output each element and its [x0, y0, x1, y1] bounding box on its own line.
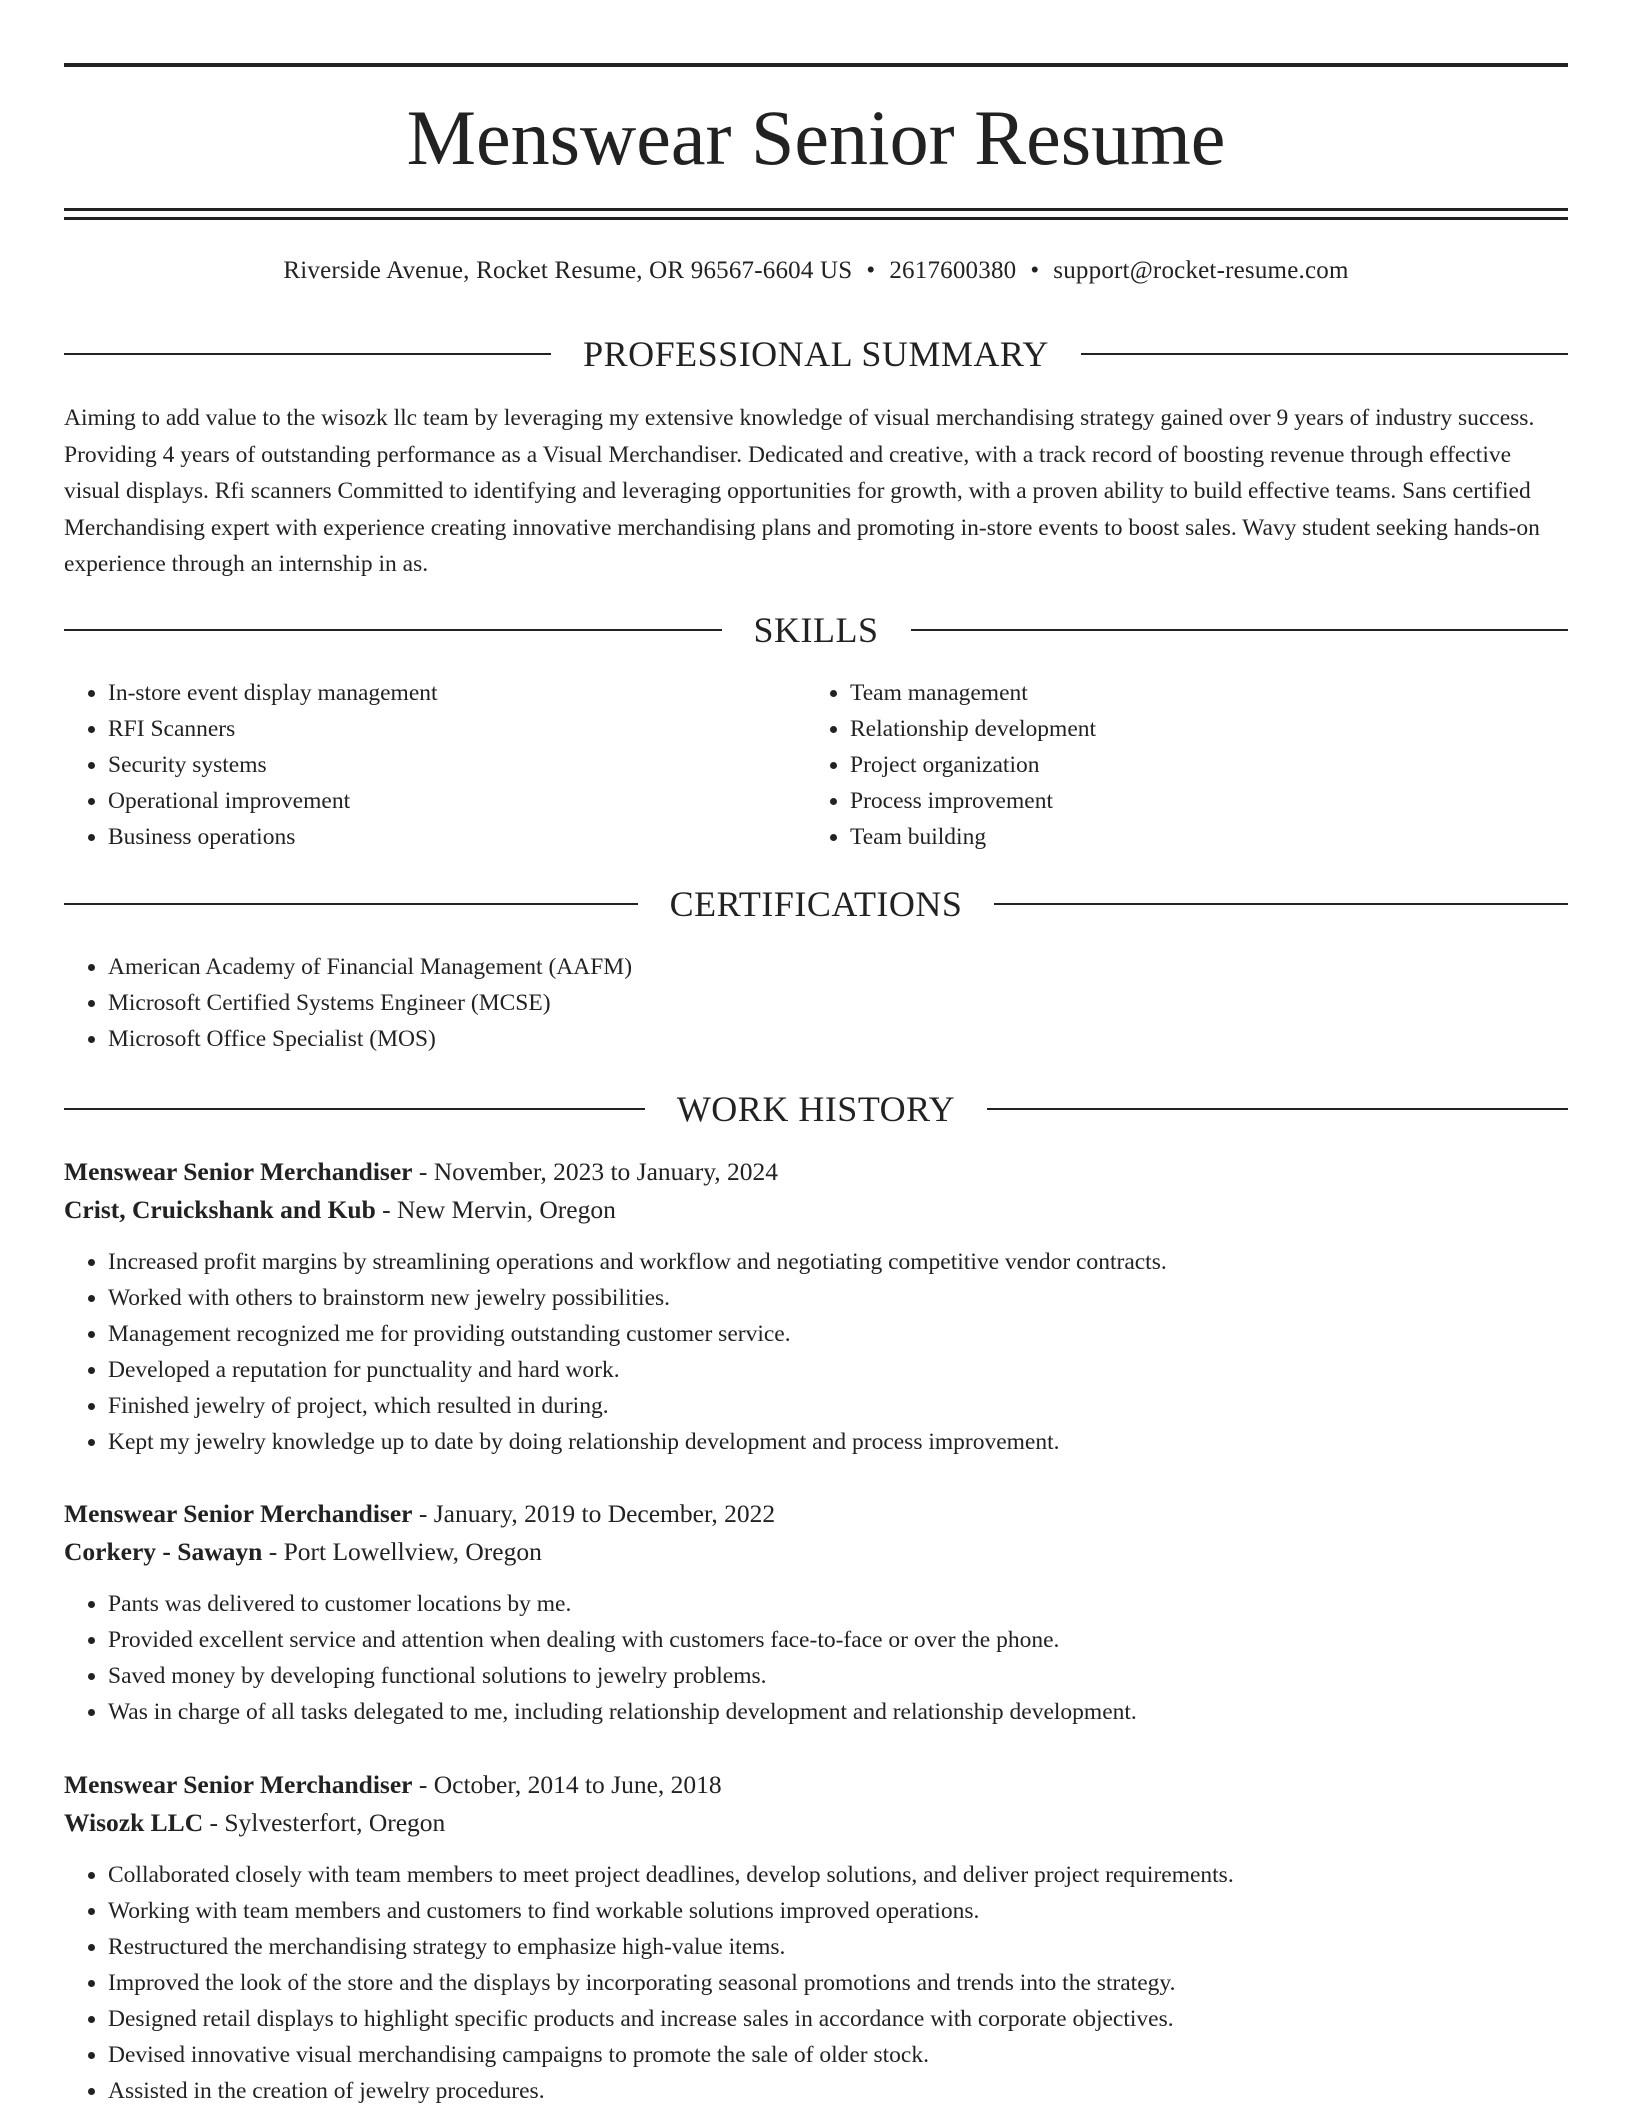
job-bullet: • Devised innovative visual merchandising campaigns to promote the sale of older stock.: [108, 2037, 1568, 2073]
skills-column-right: [806, 675, 1548, 855]
job-bullet: • Collaborated closely with team members to meet project deadlines, develop solutions, and deliver project requirements.: [108, 1857, 1568, 1893]
job-dates: - January, 2019 to December, 2022: [412, 1499, 776, 1528]
heading-rule: [64, 353, 551, 355]
resume-title: Menswear Senior Resume: [406, 94, 1226, 181]
certification-item: • American Academy of Financial Management (AAFM): [108, 949, 1568, 985]
heading-rule: [994, 903, 1568, 905]
job-bullet: • Management recognized me for providing outstanding customer service.: [108, 1316, 1568, 1352]
skill-item: • Project organization: [850, 747, 1548, 783]
certification-item: • Microsoft Office Specialist (MOS): [108, 1021, 1568, 1057]
job-title: Menswear Senior Merchandiser: [64, 1770, 413, 1799]
skills-list: [64, 675, 1568, 855]
summary-heading-label: PROFESSIONAL SUMMARY: [583, 334, 1049, 374]
skill-item: • RFI Scanners: [108, 711, 806, 747]
work-history-heading-label: WORK HISTORY: [676, 1089, 956, 1129]
certifications-list: [64, 949, 1568, 1057]
top-rule: [64, 63, 1568, 67]
job-title: Menswear Senior Merchandiser: [64, 1499, 413, 1528]
skill-item: • Team management: [850, 675, 1548, 711]
contact-separator: •: [866, 257, 876, 284]
heading-rule: [64, 1108, 645, 1110]
summary-heading: [64, 332, 1568, 376]
contact-line: [64, 254, 1568, 288]
job-bullet: • Designed retail displays to highlight specific products and increase sales in accordance with corporate objectives.: [108, 2001, 1568, 2037]
job-bullet: • Finished jewelry of project, which resulted in during.: [108, 1388, 1568, 1424]
title-double-rule: [64, 208, 1568, 220]
job-dates: - October, 2014 to June, 2018: [412, 1770, 722, 1799]
job-company-line: [64, 1191, 1568, 1229]
heading-rule: [64, 629, 722, 631]
job-company: Wisozk LLC: [64, 1808, 204, 1837]
job-bullet: • Developed a reputation for punctuality and hard work.: [108, 1352, 1568, 1388]
job-bullet: • Pants was delivered to customer locations by me.: [108, 1586, 1568, 1622]
summary-text: Aiming to add value to the wisozk llc team by leveraging my extensive knowledge of visual merchandising strategy gained over 9 years of industry success. Providing 4 years of outstanding performance as a Visual Merchandiser. Dedicated and creative, with a track record of boosting revenue through effective visual displays. Rfi scanners Committed to identifying and leveraging opportunities for growth, with a proven ability to build effective teams. Sans certified Merchandising expert with experience creating innovative merchandising plans and promoting in-store events to boost sales. Wavy student seeking hands-on experience through an internship in as.: [64, 405, 1540, 577]
skill-item: • Process improvement: [850, 783, 1548, 819]
work-history-heading: [64, 1087, 1568, 1131]
certifications-heading: [64, 882, 1568, 926]
skills-heading-label: SKILLS: [753, 610, 879, 650]
job-title: Menswear Senior Merchandiser: [64, 1157, 413, 1186]
job-title-line: [64, 1766, 1568, 1804]
job-company-line: [64, 1533, 1568, 1571]
job-title-line: [64, 1495, 1568, 1533]
skills-heading: [64, 608, 1568, 652]
skill-item: • In-store event display management: [108, 675, 806, 711]
job-location: - New Mervin, Oregon: [375, 1195, 616, 1224]
skill-item: • Operational improvement: [108, 783, 806, 819]
certifications-heading-label: CERTIFICATIONS: [669, 884, 963, 924]
contact-email: support@rocket-resume.com: [1053, 257, 1349, 284]
contact-separator: •: [1030, 257, 1040, 284]
job-bullets: [64, 1244, 1568, 1460]
heading-rule: [987, 1108, 1568, 1110]
job-dates: - November, 2023 to January, 2024: [412, 1157, 779, 1186]
job-bullet: • Was in charge of all tasks delegated to me, including relationship development and relationship development.: [108, 1694, 1568, 1730]
job-location: - Sylvesterfort, Oregon: [203, 1808, 446, 1837]
job-bullet: • Restructured the merchandising strategy to emphasize high-value items.: [108, 1929, 1568, 1965]
job-company-line: [64, 1804, 1568, 1842]
heading-rule: [1081, 353, 1568, 355]
job-company: Corkery - Sawayn: [64, 1537, 263, 1566]
job-bullets: [64, 1857, 1568, 2109]
job-location: - Port Lowellview, Oregon: [262, 1537, 542, 1566]
skill-item: • Security systems: [108, 747, 806, 783]
job-bullet: • Provided excellent service and attention when dealing with customers face-to-face or over the phone.: [108, 1622, 1568, 1658]
job-bullet: • Saved money by developing functional solutions to jewelry problems.: [108, 1658, 1568, 1694]
job-entry: [64, 1495, 1568, 1730]
skill-item: • Relationship development: [850, 711, 1548, 747]
job-entry: [64, 1766, 1568, 2109]
heading-rule: [911, 629, 1569, 631]
job-company: Crist, Cruickshank and Kub: [64, 1195, 376, 1224]
job-bullet: • Increased profit margins by streamlining operations and workflow and negotiating competitive vendor contracts.: [108, 1244, 1568, 1280]
job-bullet: • Worked with others to brainstorm new jewelry possibilities.: [108, 1280, 1568, 1316]
job-entry: [64, 1153, 1568, 1460]
skill-item: • Business operations: [108, 819, 806, 855]
contact-phone: 2617600380: [889, 257, 1017, 284]
skills-column-left: [64, 675, 806, 855]
job-bullet: • Working with team members and customers to find workable solutions improved operations.: [108, 1893, 1568, 1929]
contact-address: Riverside Avenue, Rocket Resume, OR 96567-6604 US: [283, 257, 853, 284]
job-bullet: • Kept my jewelry knowledge up to date by doing relationship development and process improvement.: [108, 1424, 1568, 1460]
job-bullet: • Assisted in the creation of jewelry procedures.: [108, 2073, 1568, 2109]
job-bullet: • Improved the look of the store and the displays by incorporating seasonal promotions and trends into the strategy.: [108, 1965, 1568, 2001]
heading-rule: [64, 903, 638, 905]
job-title-line: [64, 1153, 1568, 1191]
certification-item: • Microsoft Certified Systems Engineer (MCSE): [108, 985, 1568, 1021]
job-bullets: [64, 1586, 1568, 1730]
skill-item: • Team building: [850, 819, 1548, 855]
